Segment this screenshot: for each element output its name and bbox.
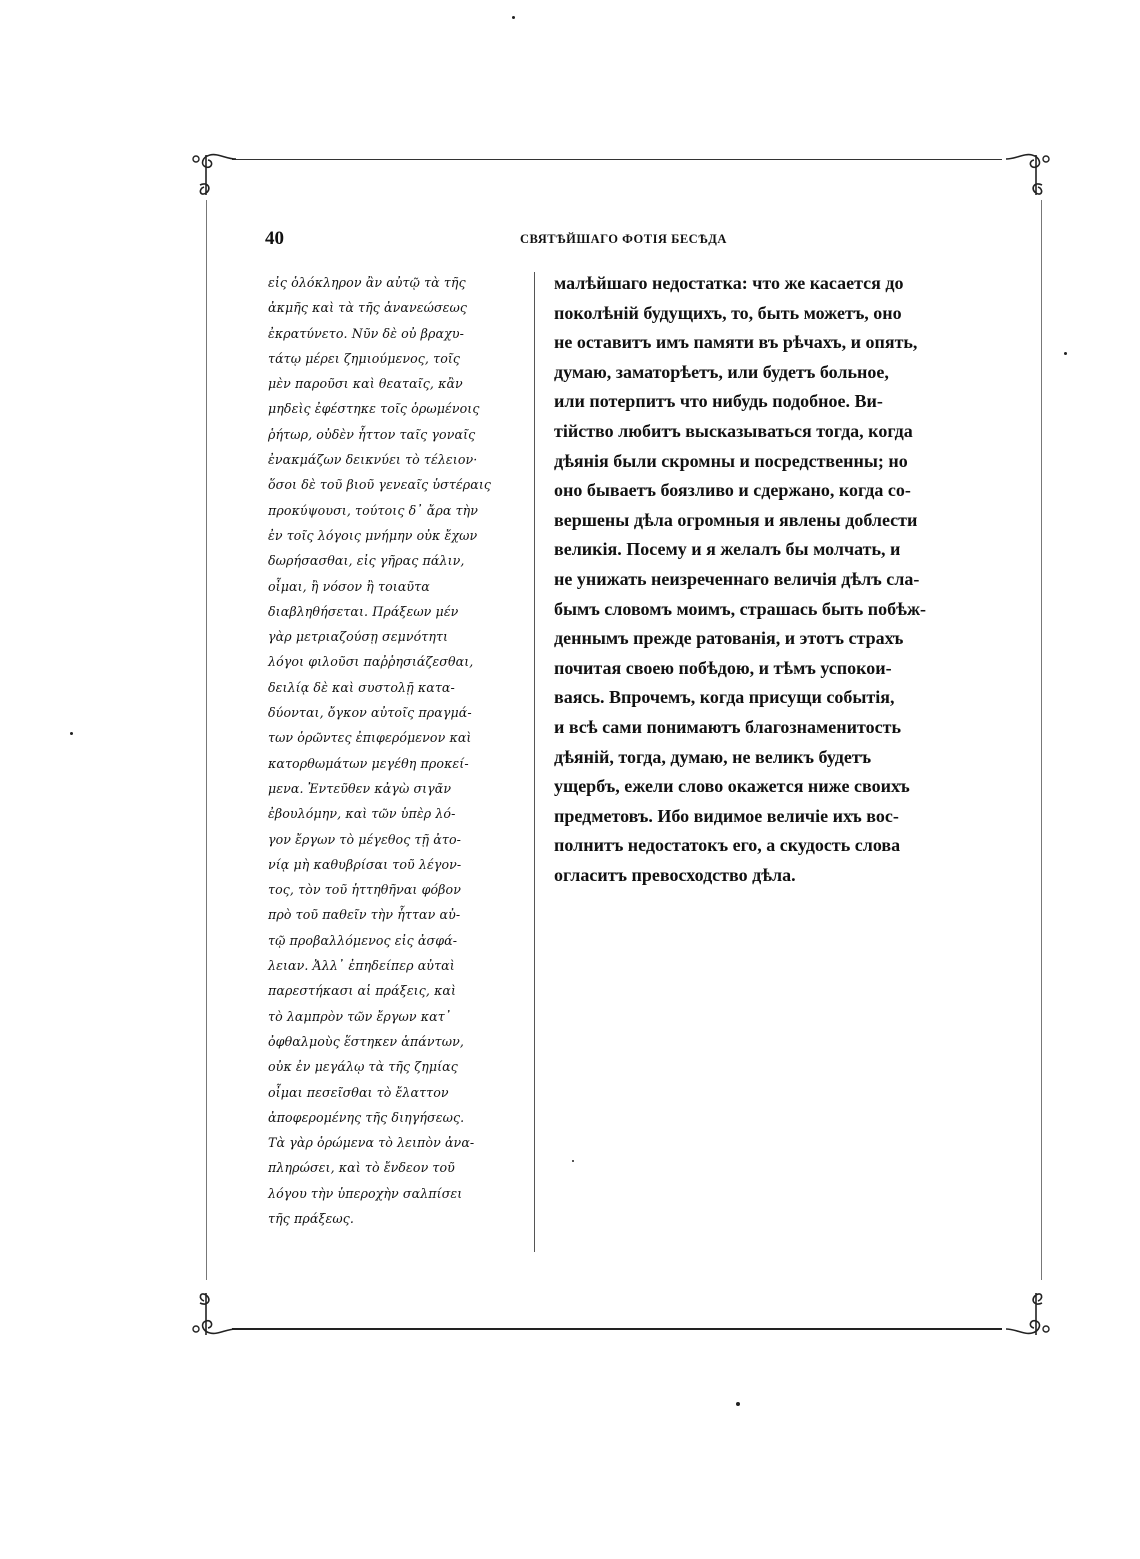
frame-bottom-rule bbox=[232, 1328, 1002, 1330]
frame-left-rule bbox=[206, 200, 207, 1280]
text-line: πρὸ τοῦ παθεῖν τὴν ἧτταν αὐ- bbox=[268, 907, 461, 923]
text-line: γον ἔργων τὸ μέγεθος τῇ ἀτο- bbox=[268, 831, 462, 847]
text-line: ἐκρατύνετο. Νῦν δὲ οὐ βραχυ- bbox=[268, 325, 464, 341]
text-line: παρεστήκασι αἱ πράξεις, καὶ bbox=[268, 983, 457, 999]
running-title: СВЯТѢЙШАГО ФОТІЯ БЕСѢДА bbox=[520, 232, 727, 246]
text-line: деннымъ прежде ратованія, и этотъ страхъ bbox=[554, 628, 904, 649]
print-speck bbox=[512, 16, 515, 19]
text-line: τῷ προβαλλόμενος εἰς ἀσφά- bbox=[268, 932, 458, 948]
text-line: дѣянія были скромны и посредственны; но bbox=[554, 450, 908, 471]
frame-right-rule bbox=[1041, 200, 1042, 1280]
text-line: δειλίᾳ δὲ καὶ συστολῇ κατα- bbox=[268, 679, 455, 695]
text-line: оно бываетъ боязливо и сдержано, когда со- bbox=[554, 480, 911, 501]
corner-ornament-top-right-icon bbox=[996, 145, 1056, 205]
text-line: ἐν τοῖς λόγοις μνήμην οὐκ ἔχων bbox=[268, 527, 478, 543]
print-speck bbox=[736, 1402, 740, 1406]
russian-text-column bbox=[554, 269, 984, 890]
corner-ornament-top-left-icon bbox=[186, 145, 246, 205]
print-speck bbox=[572, 1160, 574, 1162]
text-line: λόγοι φιλοῦσι παῤῥησιάζεσθαι, bbox=[268, 654, 474, 670]
text-line: поколѣній будущихъ, то, быть можетъ, оно bbox=[554, 302, 902, 323]
text-line: μὲν παροῦσι καὶ θεαταῖς, κἂν bbox=[268, 376, 463, 392]
text-line: не оставитъ имъ памяти въ рѣчахъ, и опять, bbox=[554, 332, 918, 353]
text-line: νίᾳ μὴ καθυβρίσαι τοῦ λέγον- bbox=[268, 856, 462, 872]
page-number: 40 bbox=[265, 228, 284, 249]
text-line: тійство любитъ высказываться тогда, когда bbox=[554, 420, 913, 441]
text-line: πληρώσει, καὶ τὸ ἔνδεον τοῦ bbox=[268, 1160, 455, 1176]
text-line: μενα. Ἐντεῦθεν κἀγὼ σιγᾶν bbox=[268, 780, 452, 796]
text-line: ὅσοι δὲ τοῦ βιοῦ γενεαῖς ὑστέραις bbox=[268, 477, 492, 493]
text-line: διαβληθήσεται. Πράξεων μέν bbox=[268, 603, 459, 619]
text-line: μηδεὶς ἐφέστηκε τοῖς ὁρωμένοις bbox=[268, 401, 480, 417]
text-line: малѣйшаго недостатка: что же касается до bbox=[554, 273, 904, 293]
text-line: Τὰ γὰρ ὁρώμενα τὸ λειπὸν ἀνα- bbox=[268, 1135, 475, 1151]
text-line: τῆς πράξεως. bbox=[268, 1210, 354, 1226]
text-line: ἐβουλόμην, καὶ τῶν ὑπὲρ λό- bbox=[268, 806, 456, 822]
text-line: вершены дѣла огромныя и явлены доблести bbox=[554, 509, 918, 530]
text-line: ваясь. Впрочемъ, когда присущи событія, bbox=[554, 687, 895, 708]
text-line: των ὁρῶντες ἐπιφερόμενον καὶ bbox=[268, 730, 472, 746]
text-line: τος, τὸν τοῦ ἡττηθῆναι φόβον bbox=[268, 882, 461, 898]
text-line: οἶμαι, ἢ νόσον ἢ τοιαῦτα bbox=[268, 578, 430, 594]
text-line: οἶμαι πεσεῖσθαι τὸ ἔλαττον bbox=[268, 1084, 449, 1100]
text-line: δωρήσασθαι, εἰς γῆρας πάλιν, bbox=[268, 553, 465, 569]
text-line: λόγου τὴν ὑπεροχὴν σαλπίσει bbox=[268, 1185, 463, 1201]
text-line: не унижать неизреченнаго величія дѣлъ сла- bbox=[554, 568, 920, 589]
text-line: λειαν. Ἀλλ᾽ ἐπηδείπερ αὐταὶ bbox=[268, 958, 455, 974]
text-line: ἀποφερομένης τῆς διηγήσεως. bbox=[268, 1109, 465, 1125]
text-line: ῥήτωρ, οὐδὲν ἧττον ταῖς γοναῖς bbox=[268, 426, 476, 442]
text-line: τάτῳ μέρει ζημιούμενος, τοῖς bbox=[268, 350, 461, 366]
text-line: προκύψουσι, τούτοις δ᾽ ἄρα τὴν bbox=[268, 502, 479, 518]
print-speck bbox=[1064, 352, 1067, 355]
text-line: ἀκμῆς καὶ τὰ τῆς ἀνανεώσεως bbox=[268, 300, 468, 316]
text-line: почитая своею побѣдою, и тѣмъ успокои- bbox=[554, 657, 892, 678]
text-line: или потерпитъ что нибудь подобное. Ви- bbox=[554, 391, 883, 412]
corner-ornament-bottom-right-icon bbox=[996, 1285, 1056, 1345]
text-line: великія. Посему и я желалъ бы молчать, и bbox=[554, 539, 901, 560]
text-line: τὸ λαμπρὸν τῶν ἔργων κατ᾽ bbox=[268, 1008, 452, 1024]
text-line: εἰς ὁλόκληρον ἂν αὐτῷ τὰ τῆς bbox=[268, 275, 466, 290]
corner-ornament-bottom-left-icon bbox=[186, 1285, 246, 1345]
greek-text-column bbox=[268, 270, 516, 1231]
text-line: дѣяній, тогда, думаю, не великъ будетъ bbox=[554, 746, 872, 767]
text-line: κατορθωμάτων μεγέθη προκεί- bbox=[268, 755, 469, 771]
text-line: полнитъ недостатокъ его, а скудость слова bbox=[554, 835, 901, 856]
text-line: ὀφθαλμοὺς ἕστηκεν ἁπάντων, bbox=[268, 1033, 464, 1049]
text-line: ущербъ, ежели слово окажется ниже своихъ bbox=[554, 776, 910, 797]
text-line: ἐνακμάζων δεικνύει τὸ τέλειον· bbox=[268, 452, 478, 468]
text-line: οὐκ ἐν μεγάλῳ τὰ τῆς ζημίας bbox=[268, 1059, 458, 1075]
text-line: и всѣ сами понимаютъ благознаменитость bbox=[554, 716, 901, 737]
text-line: думаю, заматорѣетъ, или будетъ больное, bbox=[554, 361, 889, 382]
text-line: δύονται, ὄγκον αὐτοῖς πραγμά- bbox=[268, 705, 472, 721]
column-divider bbox=[534, 272, 535, 1252]
print-speck bbox=[70, 732, 73, 735]
text-line: огласитъ превосходство дѣла. bbox=[554, 864, 796, 885]
text-line: бымъ словомъ моимъ, страшась быть побѣж- bbox=[554, 598, 927, 619]
text-line: предметовъ. Ибо видимое величіе ихъ вос- bbox=[554, 805, 899, 826]
text-line: γὰρ μετριαζούσῃ σεμνότητι bbox=[268, 629, 449, 645]
frame-top-rule bbox=[232, 159, 1002, 160]
